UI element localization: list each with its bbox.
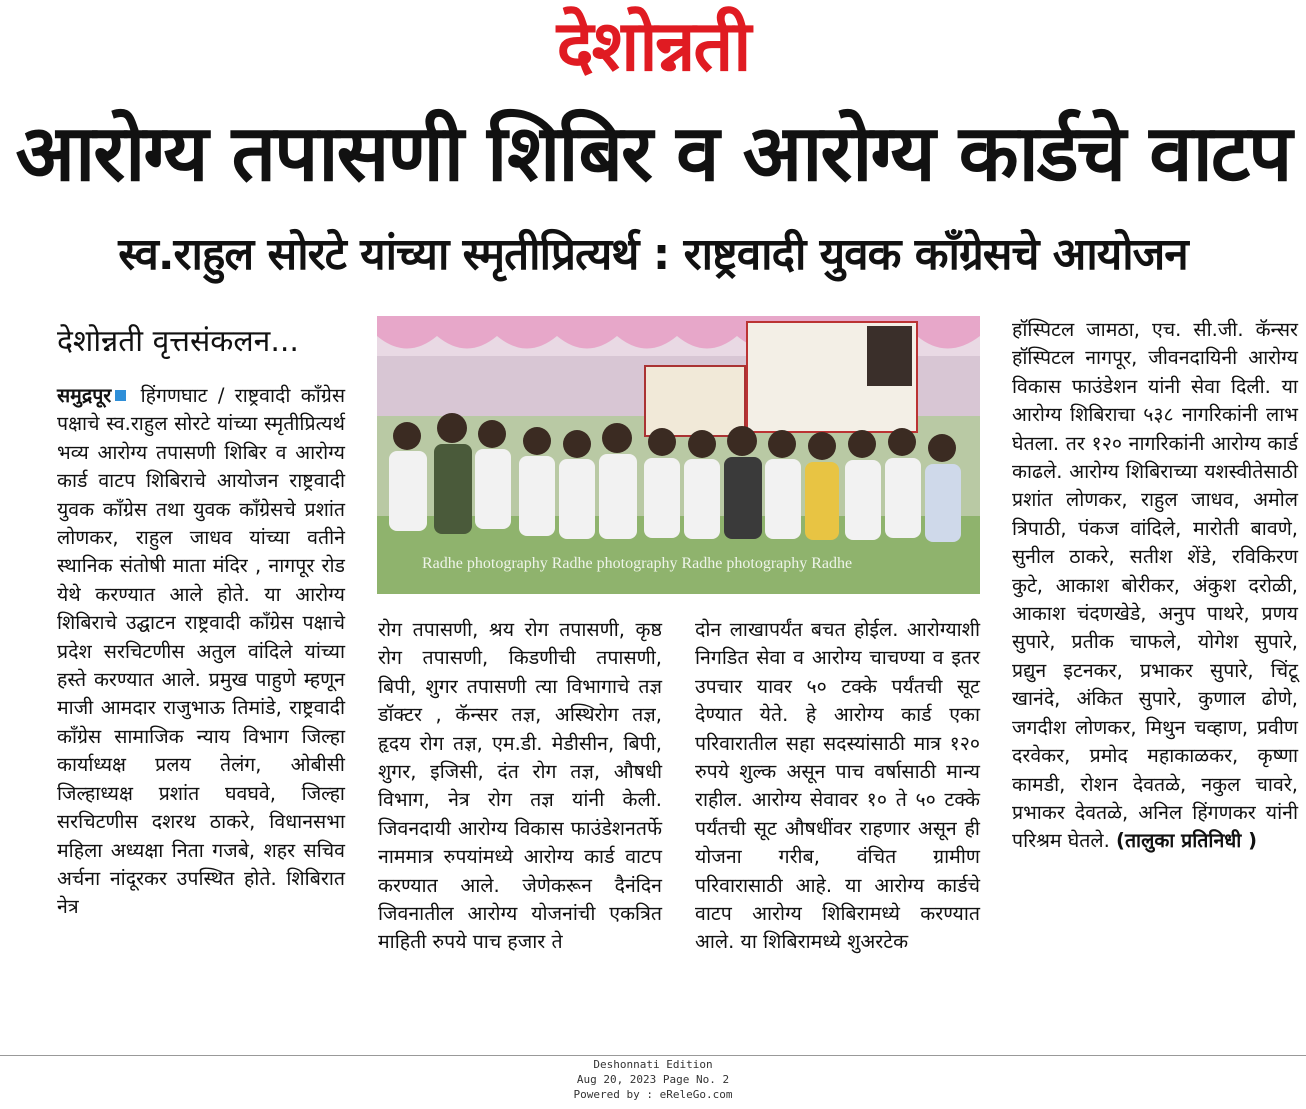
article-column-2 [378,616,662,957]
column-3-text: दोन लाखापर्यंत बचत होईल. आरोग्याशी निगडित सेवा व आरोग्य चाचण्या व इतर उपचार यावर ५० टक्के पर्यंतची सूट देण्यात येते. हे आरोग्य कार्ड एका परिवारातील सहा सदस्यांसाठी मात्र १२० रुपये शुल्क असून पाच वर्षासाठी मान्य राहील. आरोग्य सेवावर १० ते ५० टक्के पर्यंतची सूट औषधींवर राहणार असून ही योजना गरीब, वंचित ग्रामीण परिवारासाठी आहे. या आरोग्य कार्डचे वाटप आरोग्य शिबिरामध्ये करण्यात आले. या शिबिरामध्ये शुअरटेक [695,618,980,954]
article-headline: आरोग्य तपासणी शिबिर व आरोग्य कार्डचे वाटप [15,109,1291,199]
newspaper-masthead: देशोन्नती [556,5,750,87]
footer-edition: Deshonnati Edition [593,1058,713,1071]
article-byline: देशोन्नती वृत्तसंकलन... [57,324,299,359]
footer-date-page: Aug 20, 2023 Page No. 2 [576,1073,730,1086]
article-column-1 [57,382,345,922]
dateline-square-icon [115,390,126,401]
column-4-text: हॉस्पिटल जामठा, एच. सी.जी. कॅन्सर हॉस्पिटल नागपूर, जीवनदायिनी आरोग्य विकास फाउंडेशन यांनी सेवा दिली. या आरोग्य शिबिराचा ५३८ नागरिकांनी लाभ घेतला. तर १२० नागरिकांनी आरोग्य कार्ड काढले. आरोग्य शिबिराच्या यशस्वीतेसाठी प्रशांत लोणकर, राहुल जाधव, अमोल त्रिपाठी, पंकज वांदिले, मारोती बावणे, सुनील ठाकरे, सतीश शेंडे, रविकिरण कुटे, आकाश बोरीकर, अंकुश दरोळी, आकाश चंदणखेडे, अनुप पाथरे, प्रणय सुपारे, प्रतीक चाफले, योगेश सुपारे, प्रद्युन इटनकर, प्रभाकर सुपारे, चिंटू खानंदे, अंकित सुपारे, कुणाल ढोणे, जगदीश लोणकर, मिथुन चव्हाण, प्रवीण दरवेकर, प्रमोद महाकाळकर, कृष्णा कामडी, रोशन देवतळे, नकुल चावरे, प्रभाकर देवतळे, अनिल हिंगणकर यांनी परिश्रम घेतले. [1012,318,1298,853]
footer-powered-by: Powered by : eReleGo.com [573,1088,733,1101]
column-1-text: हिंगणघाट / राष्ट्रवादी काँग्रेस पक्षाचे स्व.राहुल सोरटे यांच्या स्मृतीप्रित्यर्थ भव्य आरोग्य तपासणी शिबिर व आरोग्य कार्ड वाटप शिबिराचे आयोजन राष्ट्रवादी युवक काँग्रेस तथा युवक काँग्रेसचे प्रशांत लोणकर, राहुल जाधव यांच्या वतीने स्थानिक संतोषी माता मंदिर , नागपूर रोड येथे करण्यात आले होते. या आरोग्य शिबिराचे उद्घाटन राष्ट्रवादी काँग्रेस पक्षाचे प्रदेश सरचिटणीस अतुल वांदिले यांच्या हस्ते करण्यात आले. प्रमुख पाहुणे म्हणून माजी आमदार राजुभाऊ तिमांडे, राष्ट्रवादी काँग्रेस सामाजिक न्याय विभाग जिल्हा कार्याध्यक्ष प्रलय तेलंग, ओबीसी जिल्हाध्यक्ष प्रशांत घवघवे, जिल्हा सरचिटणीस दशरथ ठाकरे, विधानसभा महिला अध्यक्षा निता गजबे, शहर सचिव अर्चना नांदूरकर उपस्थित होते. शिबिरात नेत्र [57,384,345,919]
photo-illustration [377,316,980,594]
article-subheadline: स्व.राहुल सोरटे यांच्या स्मृतीप्रित्यर्थ : राष्ट्रवादी युवक काँग्रेसचे आयोजन [118,229,1188,280]
dateline-place: समुद्रपूर [57,384,112,407]
page-footer [0,1057,1306,1102]
photo-watermark: Radhe photography Radhe photography Radhe photography Radhe [422,555,853,572]
column-2-text: रोग तपासणी, श्रय रोग तपासणी, कृष्ठ रोग तपासणी, किडणीची तपासणी, बिपी, शुगर तपासणी त्या विभागाचे तज्ञ डॉक्टर , कॅन्सर तज्ञ, अस्थिरोग तज्ञ, हृदय रोग तज्ञ, एम.डी. मेडीसीन, बिपी, शुगर, इजिसी, दंत रोग तज्ञ, औषधी विभाग, नेत्र रोग तज्ञ यांनी केली. जिवनदायी आरोग्य विकास फाउंडेशनतर्फे नाममात्र रुपयांमध्ये आरोग्य कार्ड वाटप करण्यात आले. जेणेकरून दैनंदिन जिवनातील आरोग्य योजनांची एकत्रित माहिती रुपये पाच हजार ते [378,618,662,954]
footer-divider [0,1055,1306,1056]
article-column-4 [1012,316,1298,856]
event-photo [377,316,980,594]
article-signoff: (तालुका प्रतिनिधी ) [1116,829,1258,853]
article-column-3 [695,616,980,957]
